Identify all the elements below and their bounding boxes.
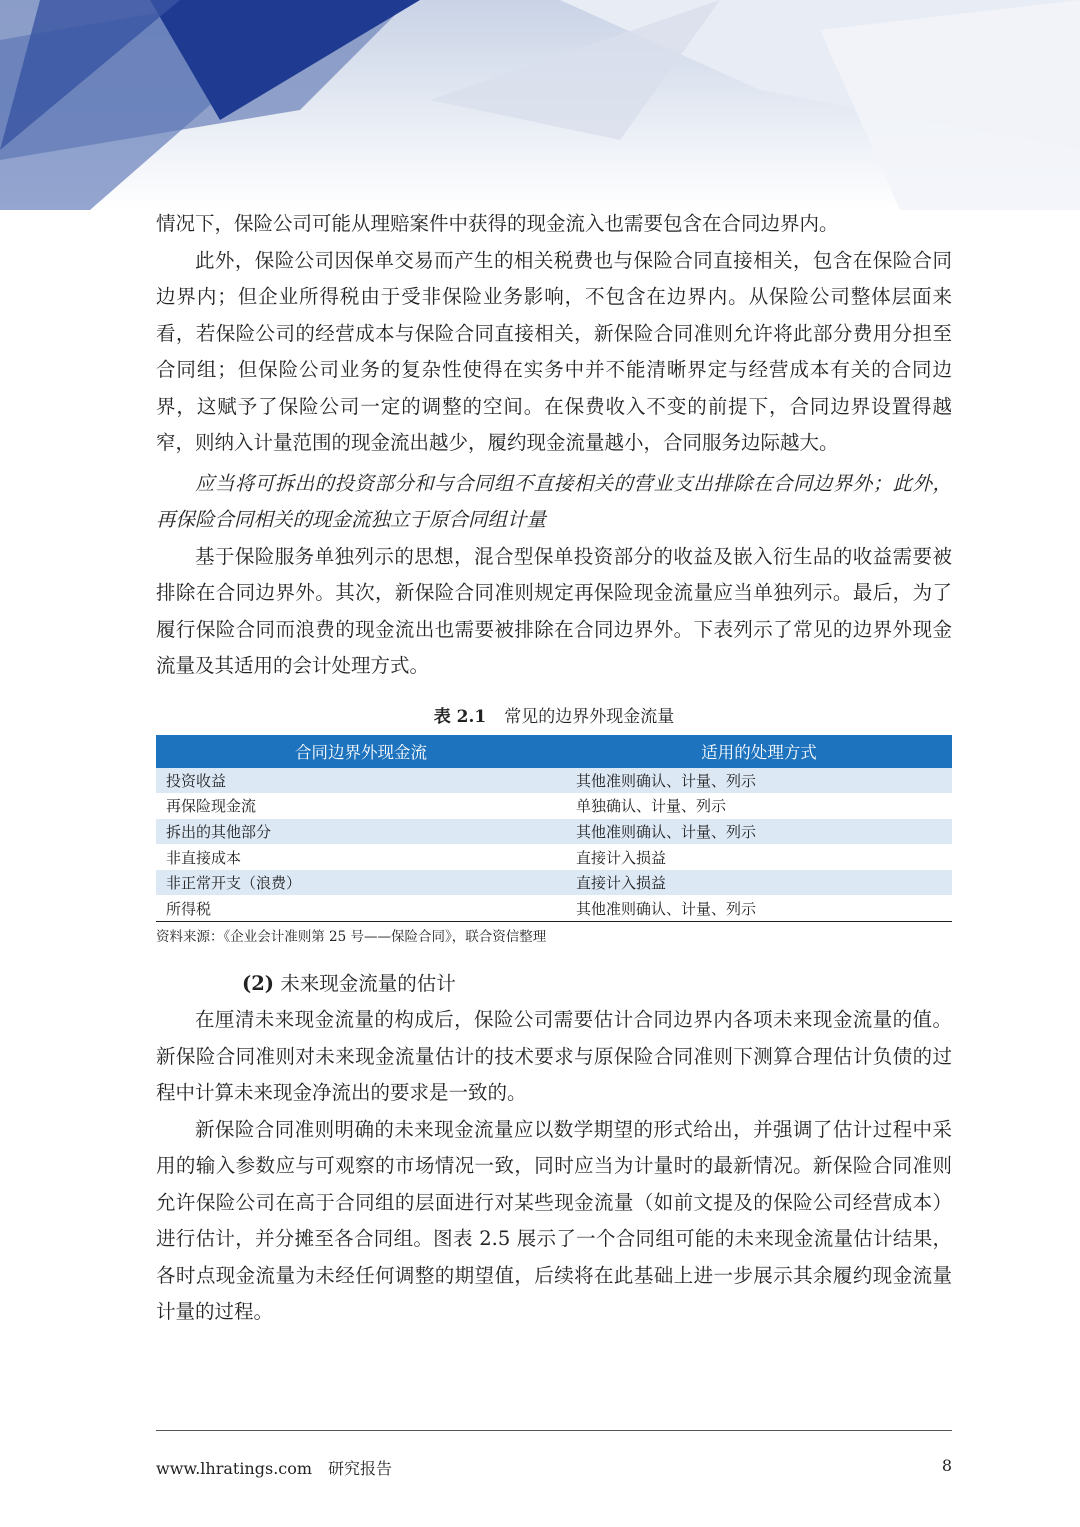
paragraph: 基于保险服务单独列示的思想，混合型保单投资部分的收益及嵌入衍生品的收益需要被排除在合同边界外。其次，新保险合同准则规定再保险现金流量应当单独列示。最后，为了履行保险合同而浪费的现金流出也需要被排除在合同边界外。下表列示了常见的边界外现金流量及其适用的会计处理方式。 [156, 544, 952, 677]
table-row [156, 895, 952, 921]
italic-heading: 应当将可拆出的投资部分和与合同组不直接相关的营业支出排除在合同边界外；此外，再保险合同相关的现金流独立于原合同组计量 [156, 471, 952, 531]
footer-website[interactable]: www.lhratings.com [156, 1459, 313, 1478]
table-header-cell: 合同边界外现金流 [156, 735, 566, 768]
table-header-cell: 适用的处理方式 [566, 735, 952, 768]
page-number: 8 [941, 1456, 952, 1475]
paragraph: 此外，保险公司因保单交易而产生的相关税费也与保险合同直接相关，包含在保险合同边界内；但企业所得税由于受非保险业务影响，不包含在边界内。从保险公司整体层面来看，若保险公司的经营成本与保险合同直接相关，新保险合同准则允许将此部分费用分担至合同组；但保险公司业务的复杂性使得在实务中并不能清晰界定与经营成本有关的合同边界，这赋予了保险公司一定的调整的空间。在保费收入不变的前提下，合同边界设置得越窄，则纳入计量范围的现金流出越少，履约现金流量越小，合同服务边际越大。 [156, 248, 952, 454]
table-cell: 非正常开支（浪费） [156, 870, 566, 896]
table-cell: 直接计入损益 [576, 848, 667, 867]
footer-divider [156, 1430, 952, 1431]
table-cell: 拆出的其他部分 [156, 819, 566, 845]
paragraph: 情况下，保险公司可能从理赔案件中获得的现金流入也需要包含在合同边界内。 [156, 212, 839, 235]
table-row [156, 768, 952, 794]
boundary-cashflow-table [156, 735, 952, 923]
table-row [156, 793, 952, 819]
table-cell: 其他准则确认、计量、列示 [566, 895, 952, 921]
table-number: 表 2.1 [433, 706, 487, 727]
table-cell: 再保险现金流 [166, 797, 257, 816]
table-cell: 单独确认、计量、列示 [576, 797, 727, 816]
section-heading [242, 966, 952, 1002]
table-cell: 直接计入损益 [566, 870, 952, 896]
table-row [156, 844, 952, 870]
table-source: 资料来源：《企业会计准则第 25 号——保险合同》，联合资信整理 [156, 929, 547, 946]
table-cell: 投资收益 [156, 768, 566, 794]
table-cell: 其他准则确认、计量、列示 [566, 819, 952, 845]
table-cell: 非直接成本 [166, 848, 242, 867]
section-title: 未来现金流量的估计 [280, 972, 456, 996]
paragraph: 在厘清未来现金流量的构成后，保险公司需要估计合同边界内各项未来现金流量的值。新保险合同准则对未来现金流量估计的技术要求与原保险合同准则下测算合理估计负债的过程中计算未来现金净流出的要求是一致的。 [156, 1008, 952, 1105]
section-number: (2) [242, 972, 275, 996]
footer-left [156, 1456, 408, 1479]
paragraph: 新保险合同准则明确的未来现金流量应以数学期望的形式给出，并强调了估计过程中采用的输入参数应与可观察的市场情况一致，同时应当为计量时的最新情况。新保险合同准则允许保险公司在高于合同组的层面进行对某些现金流量（如前文提及的保险公司经营成本）进行估计，并分摊至各合同组。图表 2.5 展示了一个合同组可能的未来现金流量估计结果，各时点现金流量为未经任何调整的期望值，后续将在此基础上进一步展示其余履约现金流量计量的过程。 [156, 1117, 952, 1324]
table-cell: 所得税 [156, 895, 566, 921]
table-row [156, 819, 952, 845]
header-banner [0, 0, 1080, 210]
table-title: 常见的边界外现金流量 [504, 706, 675, 727]
page-content [156, 206, 952, 1331]
table-caption [156, 705, 952, 729]
table-cell: 其他准则确认、计量、列示 [566, 768, 952, 794]
footer-label: 研究报告 [328, 1459, 393, 1478]
table-header-row [156, 735, 952, 768]
table-row [156, 870, 952, 896]
